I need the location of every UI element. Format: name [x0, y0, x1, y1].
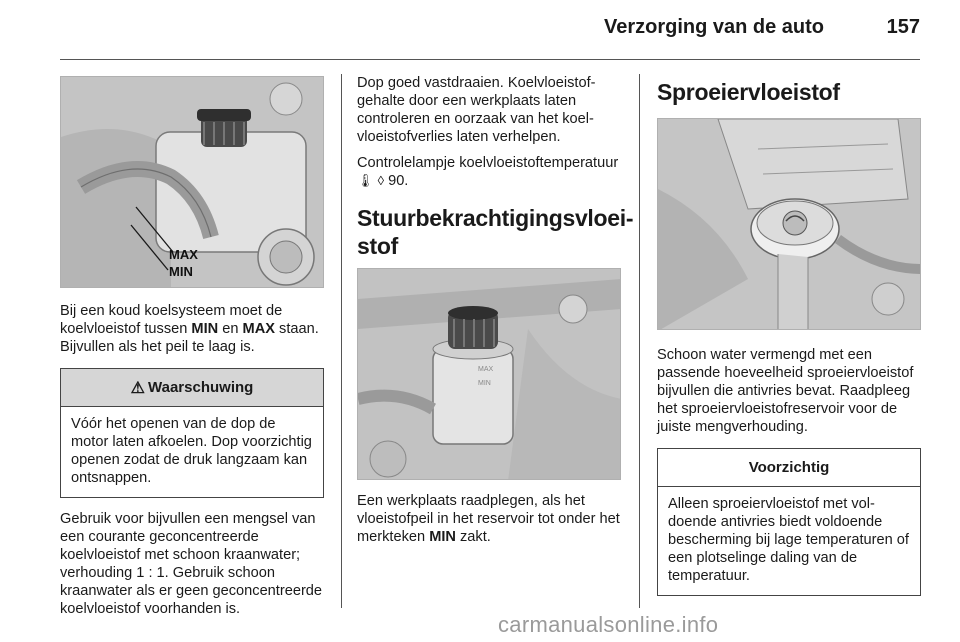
washer-fluid-reservoir-photo [657, 118, 921, 330]
warning-box [60, 368, 324, 498]
warning-title: Waarschuwing [148, 379, 254, 396]
column-left [60, 76, 324, 618]
reservoir-min-label: MIN [478, 380, 491, 387]
coolant-level-paragraph: Bij een koud koelsysteem moet de koelvloeistof tussen MIN en MAX staan. Bijvullen als het peil te laag is. [60, 303, 319, 355]
page-title: Verzorging van de auto [603, 16, 824, 38]
caution-header [658, 449, 920, 487]
warning-body: Vóór het openen van de dop de motor laten afkoelen. Dop voorzichtig openen zodat de druk langzaam kan ontsnappen. [71, 416, 312, 486]
power-steering-reservoir-illustration [358, 269, 621, 480]
washer-fluid-paragraph: Schoon water vermengd met een passende hoeveelheid sproeiervloeistof bijvullen die antivries bevat. Raadpleeg het sproeiervloeistofreservoir voor de juiste mengverhouding. [657, 347, 914, 435]
warning-triangle-icon: ⚠ [130, 379, 146, 397]
page-reference-arrow-icon: ◊ [377, 173, 385, 188]
coolant-reservoir-photo [60, 76, 324, 288]
page-reference: 90. [388, 173, 409, 189]
caution-title: Voorzichtig [748, 459, 830, 476]
tighten-cap-paragraph: Dop goed vastdraaien. Koelvloeistofgehalte door een werkplaats laten controleren en oorzaak van het koelvloeistofverlies laten verhelpen. [357, 75, 596, 145]
reservoir-max-label: MAX [478, 366, 494, 373]
caution-body: Alleen sproeiervloeistof met voldoende antivries biedt voldoende bescherming bij lage temperaturen of een plotselinge daling van de temperatuur. [668, 496, 909, 584]
power-steering-paragraph: Een werkplaats raadplegen, als het vloeistofpeil in het reservoir tot onder het merkteken MIN zakt. [357, 493, 620, 545]
page-header [60, 0, 920, 60]
min-text: MIN [191, 321, 219, 337]
min-text: MIN [429, 529, 456, 545]
washer-fluid-reservoir-illustration [658, 119, 921, 330]
max-text: MAX [242, 321, 275, 337]
min-mark-label: MIN [169, 264, 193, 279]
section-title-washer-fluid: Sproeiervloeistof [657, 79, 840, 105]
watermark: carmanualsonline.info [498, 612, 719, 637]
warning-lamp-paragraph: Controlelampje koelvloeistoftemperatuur 🌡 ◊ 90. [357, 155, 619, 189]
caution-box [657, 448, 921, 596]
page-number: 157 [886, 16, 920, 38]
section-title-power-steering: Stuurbekrachtigingsvloeistof [357, 205, 634, 259]
column-divider [639, 74, 640, 608]
column-divider [341, 74, 342, 608]
column-middle [357, 74, 634, 546]
warning-header [61, 369, 323, 407]
max-mark-label: MAX [169, 247, 198, 262]
coolant-reservoir-illustration [61, 77, 324, 288]
power-steering-reservoir-photo [357, 268, 621, 480]
coolant-mix-paragraph: Gebruik voor bijvullen een mengsel van een courante geconcentreerde koelvloeistof met schoon kraanwater; verhouding 1 : 1. Gebruik schoon kraanwater als er geen geconcentreerde koelvloeistof voorhanden is. [60, 511, 323, 617]
coolant-temperature-icon: 🌡 [357, 173, 374, 188]
column-right [657, 74, 921, 596]
